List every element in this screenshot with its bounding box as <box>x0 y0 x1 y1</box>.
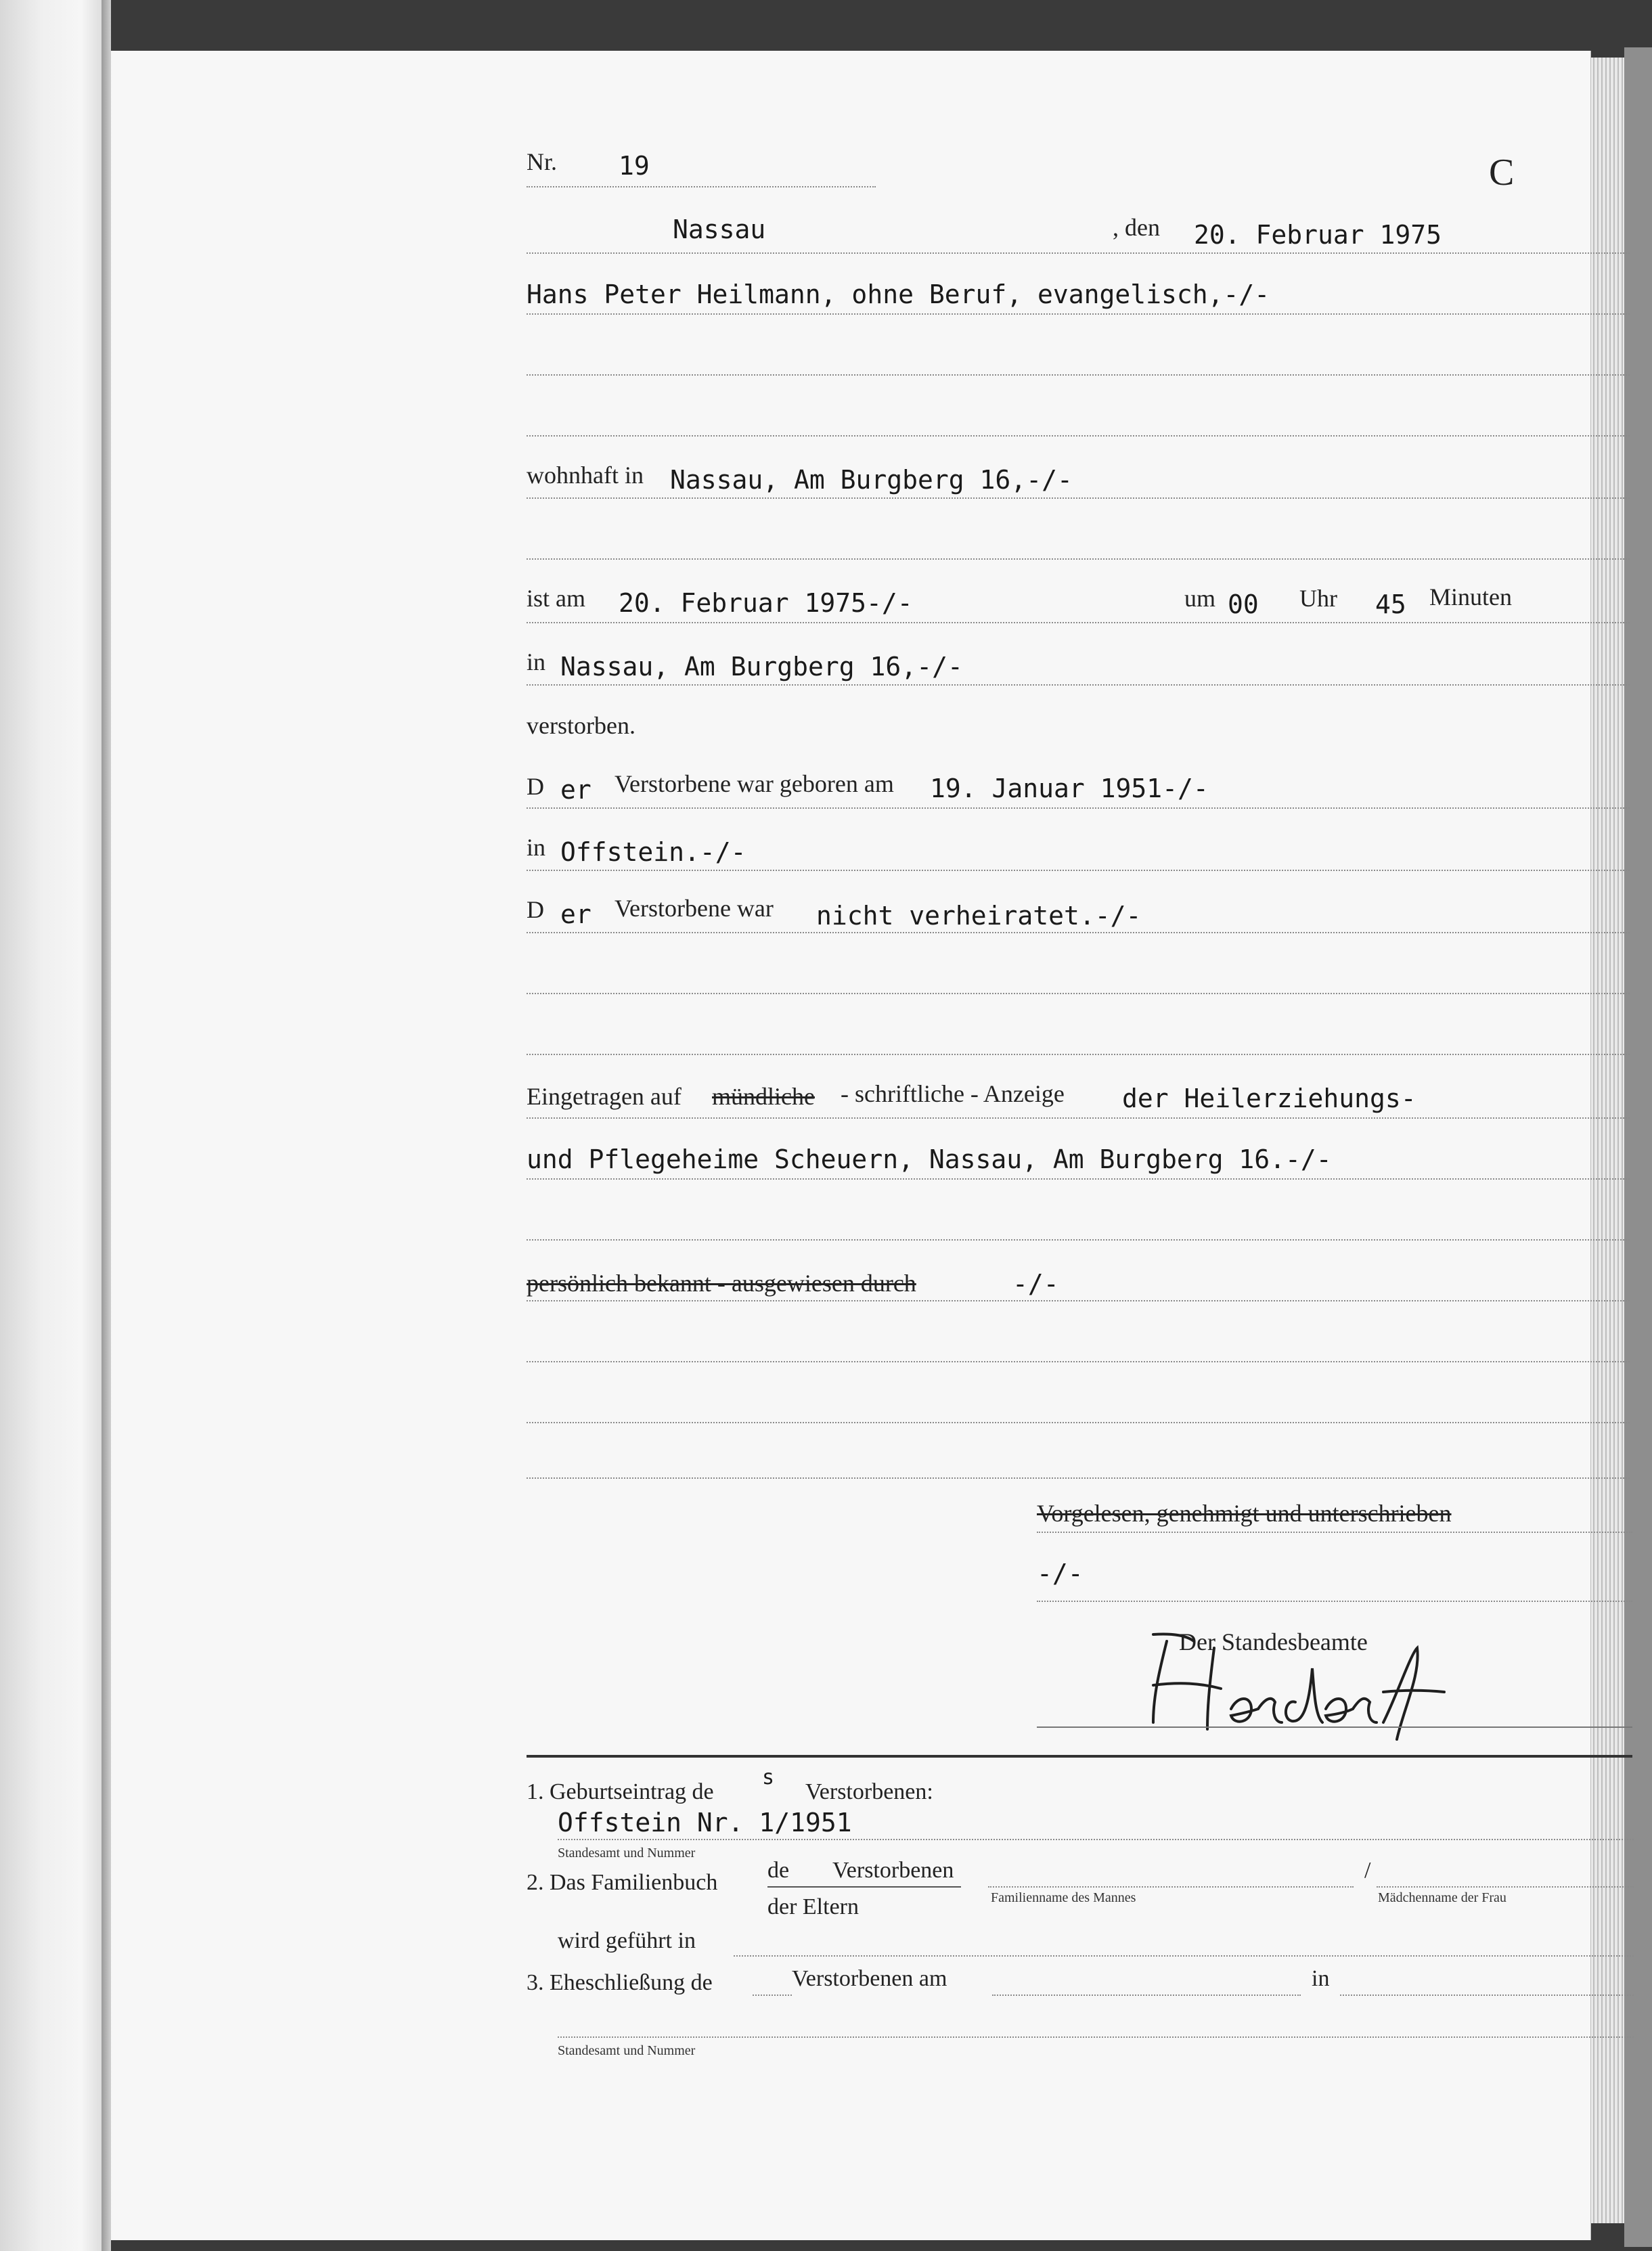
left-page-edge <box>0 0 102 2251</box>
birth-d-label: D <box>527 773 544 800</box>
ist-am-label: ist am <box>527 585 585 612</box>
birth-place: Offstein.-/- <box>560 837 746 867</box>
footer-item2-de: de <box>767 1858 790 1883</box>
verstorben-label: verstorben. <box>527 712 635 739</box>
footer-item1-suffix: s <box>762 1766 775 1789</box>
rule-birth-1 <box>527 807 1630 809</box>
footer-frau-label: Mädchenname der Frau <box>1378 1890 1506 1905</box>
rule-signature-1 <box>1037 1532 1632 1533</box>
rule-registration-2 <box>527 1178 1630 1180</box>
book-cover-edge <box>1624 47 1652 2247</box>
birth-date: 19. Januar 1951-/- <box>930 774 1209 803</box>
corner-letter: C <box>1489 152 1515 194</box>
nr-rule <box>527 186 876 187</box>
rule-residence-1 <box>527 497 1630 499</box>
registration-label-rest: - schriftliche - Anzeige <box>841 1080 1065 1107</box>
nr-label: Nr. <box>527 148 557 175</box>
footer-item3-in-label: in <box>1312 1966 1330 1991</box>
rule-marital-2 <box>527 993 1630 994</box>
rule-person-1 <box>527 313 1630 315</box>
identity-value: -/- <box>1012 1269 1059 1299</box>
register-page <box>111 51 1591 2240</box>
registration-value-2: und Pflegeheime Scheuern, Nassau, Am Burgberg 16.-/- <box>527 1144 1332 1174</box>
death-hour: 00 <box>1228 589 1259 619</box>
rule-registration-1 <box>527 1117 1630 1119</box>
residence-label: wohnhaft in <box>527 462 644 489</box>
birth-text-label: Verstorbene war geboren am <box>615 770 894 797</box>
rule-date <box>527 252 1630 254</box>
footer-item3-value: Verstorbenen am <box>792 1966 947 1991</box>
uhr-label: Uhr <box>1299 585 1337 612</box>
nr-value: 19 <box>619 151 650 181</box>
rule-death-1 <box>527 622 1630 623</box>
footer-item3-label: 3. Eheschließung de <box>527 1970 713 1995</box>
book-gutter <box>102 0 111 2251</box>
birth-in-label: in <box>527 834 546 861</box>
rule-person-2 <box>527 374 1630 376</box>
footer-item2-slash: / <box>1364 1858 1371 1883</box>
identity-struck: persönlich bekannt - ausgewiesen durch <box>527 1270 916 1297</box>
official-label: Der Standesbeamte <box>1179 1628 1368 1655</box>
rule-footer-2 <box>734 1955 1634 1957</box>
rule-footer-1 <box>558 1839 1634 1840</box>
rule-identity-3 <box>527 1422 1630 1423</box>
footer-standesamt-label-2: Standesamt und Nummer <box>558 2043 696 2058</box>
registration-value-1: der Heilerziehungs- <box>1122 1084 1416 1113</box>
rule-footer-3c <box>1340 1994 1634 1996</box>
rule-signature-3 <box>1037 1726 1632 1728</box>
rule-identity-1 <box>527 1300 1630 1301</box>
rule-residence-2 <box>527 558 1630 560</box>
rule-signature-2 <box>1037 1601 1632 1602</box>
footer-item2-label: 2. Das Familienbuch <box>527 1870 718 1895</box>
minuten-label: Minuten <box>1429 583 1512 610</box>
official-signature <box>1113 1628 1465 1743</box>
um-label: um <box>1184 585 1216 612</box>
rule-footer-4 <box>558 2036 1634 2038</box>
rule-footer-3a <box>753 1994 792 1996</box>
rule-footer-mann <box>988 1886 1354 1888</box>
residence-value: Nassau, Am Burgberg 16,-/- <box>670 465 1073 495</box>
rule-identity-4 <box>527 1477 1630 1479</box>
birth-er: er <box>560 775 591 805</box>
footer-item2-divider <box>767 1886 961 1888</box>
marital-d-label: D <box>527 896 544 923</box>
death-minute: 45 <box>1375 589 1406 619</box>
footer-item1-label: 1. Geburtseintrag de <box>527 1779 714 1804</box>
rule-birth-2 <box>527 870 1630 871</box>
footer-divider <box>527 1755 1632 1758</box>
signature-value: -/- <box>1037 1559 1084 1588</box>
rule-registration-3 <box>527 1239 1630 1241</box>
rule-marital-3 <box>527 1054 1630 1055</box>
footer-item2-alt: der Eltern <box>767 1894 859 1919</box>
marital-value: nicht verheiratet.-/- <box>816 901 1142 931</box>
rule-footer-3b <box>992 1994 1301 1996</box>
marital-er: er <box>560 899 591 929</box>
rule-person-3 <box>527 435 1630 437</box>
death-date: 20. Februar 1975-/- <box>619 588 913 618</box>
in-label-death: in <box>527 648 546 675</box>
footer-mann-label: Familienname des Mannes <box>991 1890 1136 1905</box>
page-stack-edge <box>1590 58 1624 2223</box>
rule-death-2 <box>527 684 1630 686</box>
death-place: Nassau, Am Burgberg 16,-/- <box>560 652 963 682</box>
registration-struck: mündliche <box>712 1083 815 1110</box>
footer-item2-value: Verstorbenen <box>832 1858 954 1883</box>
footer-item1-value: Offstein Nr. 1/1951 <box>558 1808 852 1837</box>
rule-marital-1 <box>527 932 1630 933</box>
footer-wird-label: wird geführt in <box>558 1928 696 1953</box>
signature-struck: Vorgelesen, genehmigt und unterschrieben <box>1037 1500 1452 1527</box>
rule-identity-2 <box>527 1361 1630 1362</box>
person-line: Hans Peter Heilmann, ohne Beruf, evangelisch,-/- <box>527 280 1270 309</box>
registration-label-start: Eingetragen auf <box>527 1083 682 1110</box>
den-label: , den <box>1113 214 1160 241</box>
place-value: Nassau <box>673 215 766 244</box>
footer-item1-rest: Verstorbenen: <box>805 1779 933 1804</box>
marital-text-label: Verstorbene war <box>615 895 774 922</box>
footer-standesamt-label: Standesamt und Nummer <box>558 1846 696 1860</box>
rule-footer-frau <box>1377 1886 1634 1888</box>
date-value: 20. Februar 1975 <box>1194 220 1442 250</box>
